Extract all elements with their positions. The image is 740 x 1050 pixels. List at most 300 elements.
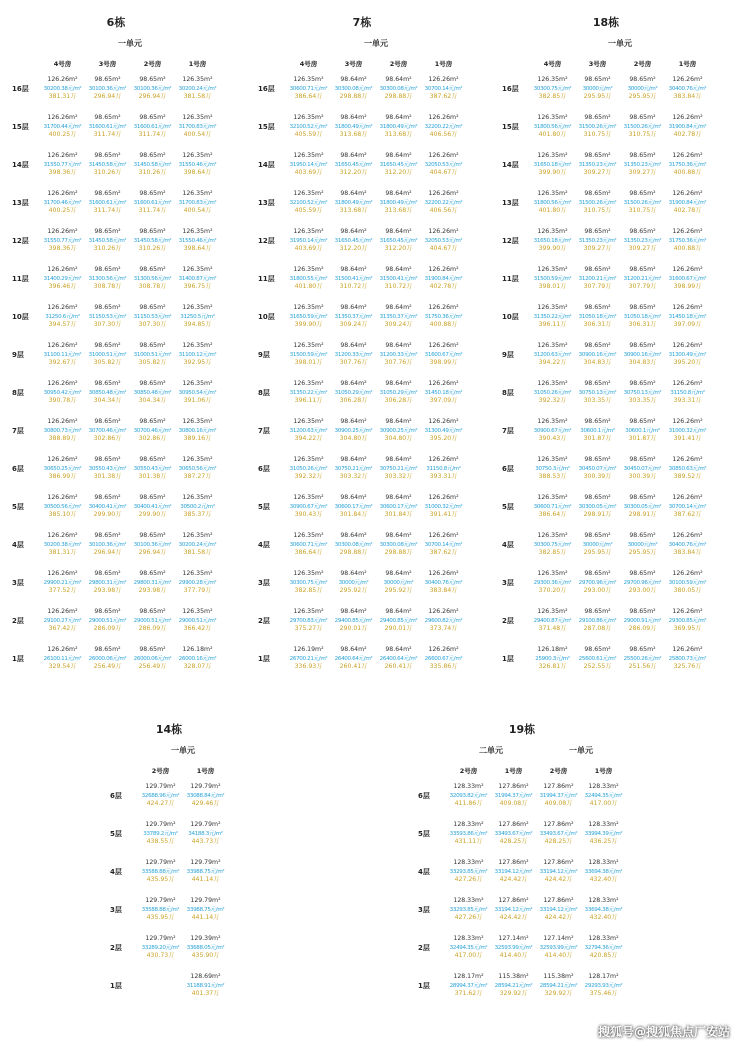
unit-price-per-sqm: 33088.84元/m² (186, 792, 225, 799)
unit-total-price: 394.22万 (294, 435, 323, 443)
unit-area: 126.35m² (293, 76, 324, 84)
unit-area: 126.35m² (293, 266, 324, 274)
unit-total-price: 293.98万 (138, 587, 167, 595)
unit-price-per-sqm: 31650.59元/m² (289, 313, 328, 320)
unit-area: 127.86m² (543, 783, 574, 791)
unit-price-per-sqm: 29293.93元/m² (584, 982, 623, 989)
unit-total-price: 305.82万 (138, 359, 167, 367)
unit-price-per-sqm: 31700.44元/m² (43, 123, 82, 130)
unit-total-price: 406.56万 (429, 131, 458, 139)
unit-area: 98.65m² (94, 456, 121, 464)
unit-price-per-sqm: 31994.37元/m² (539, 792, 578, 799)
unit-total-price: 252.55万 (583, 663, 612, 671)
unit-price-per-sqm: 29400.85元/m² (379, 617, 418, 624)
unit-price-per-sqm: 31900.84元/m² (668, 199, 707, 206)
unit-price-per-sqm: 30100.36元/m² (133, 541, 172, 548)
floor-row (502, 450, 710, 488)
unit-area: 128.33m² (588, 821, 619, 829)
unit-total-price: 369.95万 (673, 625, 702, 633)
unit-cell (575, 266, 620, 292)
unit-cell (175, 456, 220, 482)
unit-total-price: 427.26万 (454, 876, 483, 884)
unit-total-price: 313.68万 (384, 207, 413, 215)
unit-cell (530, 190, 575, 216)
floor-row (258, 336, 466, 374)
unit-price-per-sqm: 31650.18元/m² (533, 237, 572, 244)
unit-cell (286, 608, 331, 634)
unit-cell (620, 456, 665, 482)
watermark: 搜狐号@搜狐焦点厂安站 (597, 1025, 730, 1039)
unit-total-price: 383.84万 (673, 549, 702, 557)
unit-total-price: 256.49万 (93, 663, 122, 671)
unit-area: 126.26m² (428, 456, 459, 464)
floor-label: 3层 (12, 579, 24, 587)
floor-row (12, 70, 220, 108)
floor-row (110, 815, 228, 853)
unit-area: 126.26m² (47, 532, 78, 540)
unit-area: 98.65m² (139, 266, 166, 274)
unit-price-per-sqm: 32593.99元/m² (539, 944, 578, 951)
unit-cell (331, 494, 376, 520)
unit-area: 98.65m² (584, 570, 611, 578)
unit-area: 98.65m² (584, 76, 611, 84)
unit-price-per-sqm: 29000.91元/m² (623, 617, 662, 624)
unit-total-price: 375.46万 (589, 990, 618, 998)
unit-area: 98.65m² (584, 304, 611, 312)
unit-area: 126.35m² (182, 608, 213, 616)
unit-area: 126.35m² (293, 570, 324, 578)
room-header: 1号房 (594, 767, 613, 775)
unit-total-price: 386.64万 (294, 93, 323, 101)
unit-total-price: 393.31万 (429, 473, 458, 481)
floor-row (502, 412, 710, 450)
unit-area: 98.64m² (340, 76, 367, 84)
unit-cell (620, 190, 665, 216)
unit-total-price: 304.34万 (138, 397, 167, 405)
unit-area: 128.33m² (588, 783, 619, 791)
unit-cell (85, 266, 130, 292)
unit-area: 98.64m² (340, 646, 367, 654)
unit-total-price: 394.57万 (48, 321, 77, 329)
unit-price-per-sqm: 30550.43元/m² (88, 465, 127, 472)
unit-price-per-sqm: 31000.32元/m² (668, 427, 707, 434)
unit-area: 126.26m² (47, 76, 78, 84)
unit-total-price: 335.86万 (429, 663, 458, 671)
unit-area: 98.65m² (139, 494, 166, 502)
unit-cell (85, 494, 130, 520)
room-header: 2号房 (143, 60, 162, 68)
unit-total-price: 299.90万 (93, 511, 122, 519)
unit-area: 126.35m² (182, 190, 213, 198)
unit-area: 98.65m² (94, 380, 121, 388)
unit-price-per-sqm: 31200.33元/m² (334, 351, 373, 358)
unit-area: 126.35m² (293, 190, 324, 198)
unit-total-price: 286.09万 (628, 625, 657, 633)
unit-total-price: 395.20万 (673, 359, 702, 367)
unit-cell (530, 266, 575, 292)
unit-cell (665, 342, 710, 368)
unit-price-per-sqm: 30400.41元/m² (88, 503, 127, 510)
unit-price-per-sqm: 26100.11元/m² (43, 655, 82, 662)
floor-label: 8层 (502, 389, 514, 397)
unit-area: 98.65m² (94, 228, 121, 236)
unit-area: 98.65m² (584, 456, 611, 464)
unit-area: 98.65m² (94, 532, 121, 540)
floor-row (258, 260, 466, 298)
floor-row (12, 526, 220, 564)
floor-label: 7层 (12, 427, 24, 435)
unit-total-price: 310.26万 (138, 169, 167, 177)
unit-price-per-sqm: 28594.21元/m² (494, 982, 533, 989)
unit-total-price: 438.55万 (146, 838, 175, 846)
floor-row (110, 967, 228, 1005)
unit-cell (331, 152, 376, 178)
unit-cell (175, 190, 220, 216)
unit-total-price: 310.75万 (583, 207, 612, 215)
unit-cell (130, 494, 175, 520)
unit-cell (40, 532, 85, 558)
floor-label: 6层 (110, 792, 122, 800)
unit-cell (446, 821, 491, 847)
unit-price-per-sqm: 31200.21元/m² (578, 275, 617, 282)
unit-price-per-sqm: 33293.85元/m² (449, 868, 488, 875)
unit-cell (530, 380, 575, 406)
unit-area: 126.26m² (428, 190, 459, 198)
unit-cell (286, 380, 331, 406)
unit-area: 126.35m² (537, 418, 568, 426)
unit-cell (175, 76, 220, 102)
unit-area: 126.35m² (537, 76, 568, 84)
unit-area: 126.35m² (182, 342, 213, 350)
unit-price-per-sqm: 31350.23元/m² (623, 237, 662, 244)
unit-area: 126.35m² (182, 152, 213, 160)
floor-row (502, 526, 710, 564)
unit-price-per-sqm: 30000元/m² (627, 85, 658, 92)
unit-total-price: 311.74万 (138, 207, 167, 215)
unit-area: 98.65m² (139, 190, 166, 198)
unit-price-per-sqm: 31300.56元/m² (133, 275, 172, 282)
unit-cell (665, 570, 710, 596)
unit-cell (581, 859, 626, 885)
floor-row (502, 488, 710, 526)
unit-area: 126.26m² (672, 532, 703, 540)
unit-area: 98.65m² (629, 456, 656, 464)
floor-label: 8层 (258, 389, 270, 397)
unit-total-price: 387.62万 (429, 93, 458, 101)
unit-area: 98.64m² (385, 152, 412, 160)
unit-price-per-sqm: 31950.14元/m² (289, 237, 328, 244)
unit-total-price: 435.95万 (146, 876, 175, 884)
unit-total-price: 307.30万 (93, 321, 122, 329)
unit-price-per-sqm: 33994.39元/m² (584, 830, 623, 837)
unit-cell (620, 152, 665, 178)
floor-row (502, 184, 710, 222)
unit-total-price: 304.83万 (583, 359, 612, 367)
floor-label: 2层 (12, 617, 24, 625)
unit-price-per-sqm: 31200.21元/m² (623, 275, 662, 282)
unit-price-per-sqm: 31300.49元/m² (424, 427, 463, 434)
unit-total-price: 304.34万 (93, 397, 122, 405)
unit-price-per-sqm: 30450.07元/m² (578, 465, 617, 472)
unit-total-price: 436.25万 (589, 838, 618, 846)
unit-cell (536, 859, 581, 885)
unit-cell (376, 304, 421, 330)
unit-cell (331, 418, 376, 444)
unit-total-price: 296.94万 (138, 93, 167, 101)
unit-area: 129.79m² (145, 821, 176, 829)
unit-price-per-sqm: 26000.06元/m² (133, 655, 172, 662)
unit-area: 98.64m² (385, 114, 412, 122)
unit-price-per-sqm: 31100.12元/m² (178, 351, 217, 358)
unit-price-per-sqm: 30700.14元/m² (424, 85, 463, 92)
unit-label: 二单元 (479, 746, 503, 755)
unit-area: 128.69m² (190, 973, 221, 981)
unit-total-price: 389.52万 (673, 473, 702, 481)
unit-area: 126.35m² (537, 114, 568, 122)
unit-total-price: 306.28万 (339, 397, 368, 405)
unit-total-price: 387.27万 (183, 473, 212, 481)
unit-total-price: 386.64万 (294, 549, 323, 557)
floor-label: 2层 (418, 944, 430, 952)
unit-area: 126.35m² (293, 228, 324, 236)
unit-total-price: 328.07万 (183, 663, 212, 671)
unit-area: 126.18m² (182, 646, 213, 654)
unit-area: 128.33m² (453, 859, 484, 867)
unit-total-price: 409.08万 (499, 800, 528, 808)
unit-cell (40, 76, 85, 102)
building-7-table (258, 16, 466, 678)
unit-total-price: 441.14万 (191, 876, 220, 884)
unit-cell (331, 380, 376, 406)
unit-total-price: 306.28万 (384, 397, 413, 405)
floor-row (258, 412, 466, 450)
unit-total-price: 303.35万 (628, 397, 657, 405)
room-header: 1号房 (504, 767, 523, 775)
unit-price-per-sqm: 29000.51元/m² (88, 617, 127, 624)
unit-cell (40, 190, 85, 216)
unit-area: 98.65m² (629, 76, 656, 84)
unit-price-per-sqm: 30950.54元/m² (178, 389, 217, 396)
unit-area: 126.35m² (182, 114, 213, 122)
unit-price-per-sqm: 31250.5元/m² (180, 313, 215, 320)
unit-area: 128.33m² (453, 935, 484, 943)
unit-cell (130, 114, 175, 140)
floor-label: 10层 (502, 313, 519, 321)
unit-cell (175, 494, 220, 520)
unit-cell (85, 342, 130, 368)
unit-total-price: 396.75万 (183, 283, 212, 291)
unit-cell (421, 380, 466, 406)
floor-label: 6层 (12, 465, 24, 473)
unit-price-per-sqm: 29800.31元/m² (88, 579, 127, 586)
unit-price-per-sqm: 31550.46元/m² (178, 237, 217, 244)
unit-area: 126.35m² (293, 152, 324, 160)
unit-area: 98.65m² (94, 342, 121, 350)
unit-price-per-sqm: 31600.61元/m² (133, 123, 172, 130)
unit-total-price: 303.35万 (583, 397, 612, 405)
unit-price-per-sqm: 25800.73元/m² (668, 655, 707, 662)
unit-price-per-sqm: 30850.63元/m² (668, 465, 707, 472)
unit-total-price: 301.38万 (93, 473, 122, 481)
unit-area: 126.26m² (47, 608, 78, 616)
floor-row (418, 967, 626, 1005)
unit-cell (491, 783, 536, 809)
unit-total-price: 312.20万 (339, 169, 368, 177)
unit-price-per-sqm: 32593.99元/m² (494, 944, 533, 951)
unit-price-per-sqm: 31150.8元/m² (426, 465, 461, 472)
unit-area: 126.26m² (47, 646, 78, 654)
unit-cell (491, 859, 536, 885)
unit-total-price: 409.08万 (544, 800, 573, 808)
floor-row (502, 374, 710, 412)
unit-total-price: 398.01万 (538, 283, 567, 291)
unit-cell (530, 152, 575, 178)
unit-total-price: 387.62万 (429, 549, 458, 557)
unit-area: 98.65m² (139, 418, 166, 426)
floor-row (502, 336, 710, 374)
unit-cell (421, 532, 466, 558)
unit-cell (575, 190, 620, 216)
unit-total-price: 388.89万 (48, 435, 77, 443)
unit-price-per-sqm: 30400.76元/m² (668, 541, 707, 548)
unit-cell (421, 456, 466, 482)
unit-area: 126.26m² (428, 266, 459, 274)
building-title: 18栋 (592, 16, 620, 29)
unit-price-per-sqm: 28594.21元/m² (539, 982, 578, 989)
unit-cell (286, 646, 331, 672)
unit-cell (620, 228, 665, 254)
unit-total-price: 394.85万 (183, 321, 212, 329)
unit-total-price: 392.32万 (538, 397, 567, 405)
unit-cell (376, 152, 421, 178)
unit-total-price: 391.06万 (183, 397, 212, 405)
unit-cell (575, 342, 620, 368)
unit-total-price: 414.40万 (499, 952, 528, 960)
unit-cell (183, 973, 228, 999)
unit-total-price: 401.37万 (191, 990, 220, 998)
unit-area: 126.35m² (182, 532, 213, 540)
unit-total-price: 381.58万 (183, 93, 212, 101)
unit-price-per-sqm: 29900.21元/m² (43, 579, 82, 586)
unit-cell (530, 608, 575, 634)
unit-price-per-sqm: 33289.20元/m² (141, 944, 180, 951)
unit-area: 115.38m² (498, 973, 529, 981)
unit-area: 129.79m² (145, 897, 176, 905)
unit-total-price: 400.88万 (429, 321, 458, 329)
unit-price-per-sqm: 30600.1元/m² (625, 427, 660, 434)
unit-cell (620, 570, 665, 596)
unit-price-per-sqm: 31550.77元/m² (43, 161, 82, 168)
unit-price-per-sqm: 31950.14元/m² (289, 161, 328, 168)
floor-row (502, 564, 710, 602)
unit-cell (665, 266, 710, 292)
unit-price-per-sqm: 31050.26元/m² (289, 465, 328, 472)
unit-price-per-sqm: 29600.82元/m² (424, 617, 463, 624)
unit-total-price: 286.09万 (93, 625, 122, 633)
unit-area: 98.64m² (385, 570, 412, 578)
unit-total-price: 400.54万 (183, 131, 212, 139)
room-header: 4号房 (543, 60, 562, 68)
floor-row (418, 891, 626, 929)
floor-label: 9层 (502, 351, 514, 359)
unit-total-price: 399.90万 (538, 245, 567, 253)
unit-total-price: 367.42万 (48, 625, 77, 633)
unit-total-price: 309.27万 (628, 245, 657, 253)
unit-area: 126.26m² (672, 190, 703, 198)
unit-area: 128.17m² (453, 973, 484, 981)
unit-total-price: 305.82万 (93, 359, 122, 367)
unit-cell (40, 570, 85, 596)
floor-label: 3层 (418, 906, 430, 914)
unit-area: 126.26m² (672, 456, 703, 464)
unit-cell (175, 608, 220, 634)
unit-cell (130, 266, 175, 292)
floor-label: 13层 (502, 199, 519, 207)
unit-cell (130, 646, 175, 672)
unit-area: 98.64m² (385, 266, 412, 274)
unit-price-per-sqm: 34188.3元/m² (188, 830, 223, 837)
unit-cell (130, 152, 175, 178)
unit-area: 129.39m² (190, 935, 221, 943)
unit-cell (376, 266, 421, 292)
unit-area: 98.65m² (629, 266, 656, 274)
unit-cell (376, 380, 421, 406)
unit-cell (130, 532, 175, 558)
unit-total-price: 404.67万 (429, 245, 458, 253)
unit-cell (130, 304, 175, 330)
unit-price-per-sqm: 31800.49元/m² (334, 199, 373, 206)
unit-price-per-sqm: 31800.49元/m² (379, 199, 418, 206)
unit-price-per-sqm: 30450.07元/m² (623, 465, 662, 472)
unit-price-per-sqm: 31350.37元/m² (379, 313, 418, 320)
room-header: 1号房 (188, 60, 207, 68)
unit-area: 126.26m² (47, 380, 78, 388)
unit-total-price: 307.79万 (583, 283, 612, 291)
unit-area: 98.64m² (340, 228, 367, 236)
unit-cell (376, 532, 421, 558)
unit-price-per-sqm: 31100.11元/m² (43, 351, 82, 358)
floor-row (502, 640, 710, 678)
unit-cell (138, 935, 183, 961)
floor-row (258, 70, 466, 108)
unit-cell (376, 418, 421, 444)
floor-label: 4层 (110, 868, 122, 876)
unit-cell (665, 190, 710, 216)
floor-label: 1层 (258, 655, 270, 663)
unit-total-price: 443.73万 (191, 838, 220, 846)
unit-total-price: 398.64万 (183, 245, 212, 253)
unit-total-price: 303.32万 (339, 473, 368, 481)
unit-area: 126.26m² (428, 114, 459, 122)
floor-row (12, 564, 220, 602)
unit-total-price: 403.69万 (294, 245, 323, 253)
unit-total-price: 396.46万 (48, 283, 77, 291)
unit-area: 126.26m² (428, 76, 459, 84)
unit-price-per-sqm: 31650.45元/m² (379, 237, 418, 244)
unit-area: 126.35m² (182, 304, 213, 312)
unit-label: 一单元 (608, 39, 632, 48)
unit-total-price: 432.40万 (589, 914, 618, 922)
unit-cell (175, 646, 220, 672)
unit-total-price: 391.41万 (429, 511, 458, 519)
floor-label: 14层 (502, 161, 519, 169)
unit-cell (85, 608, 130, 634)
unit-area: 126.26m² (428, 342, 459, 350)
unit-cell (40, 456, 85, 482)
unit-total-price: 411.86万 (454, 800, 483, 808)
unit-area: 98.65m² (94, 494, 121, 502)
unit-area: 126.26m² (428, 304, 459, 312)
